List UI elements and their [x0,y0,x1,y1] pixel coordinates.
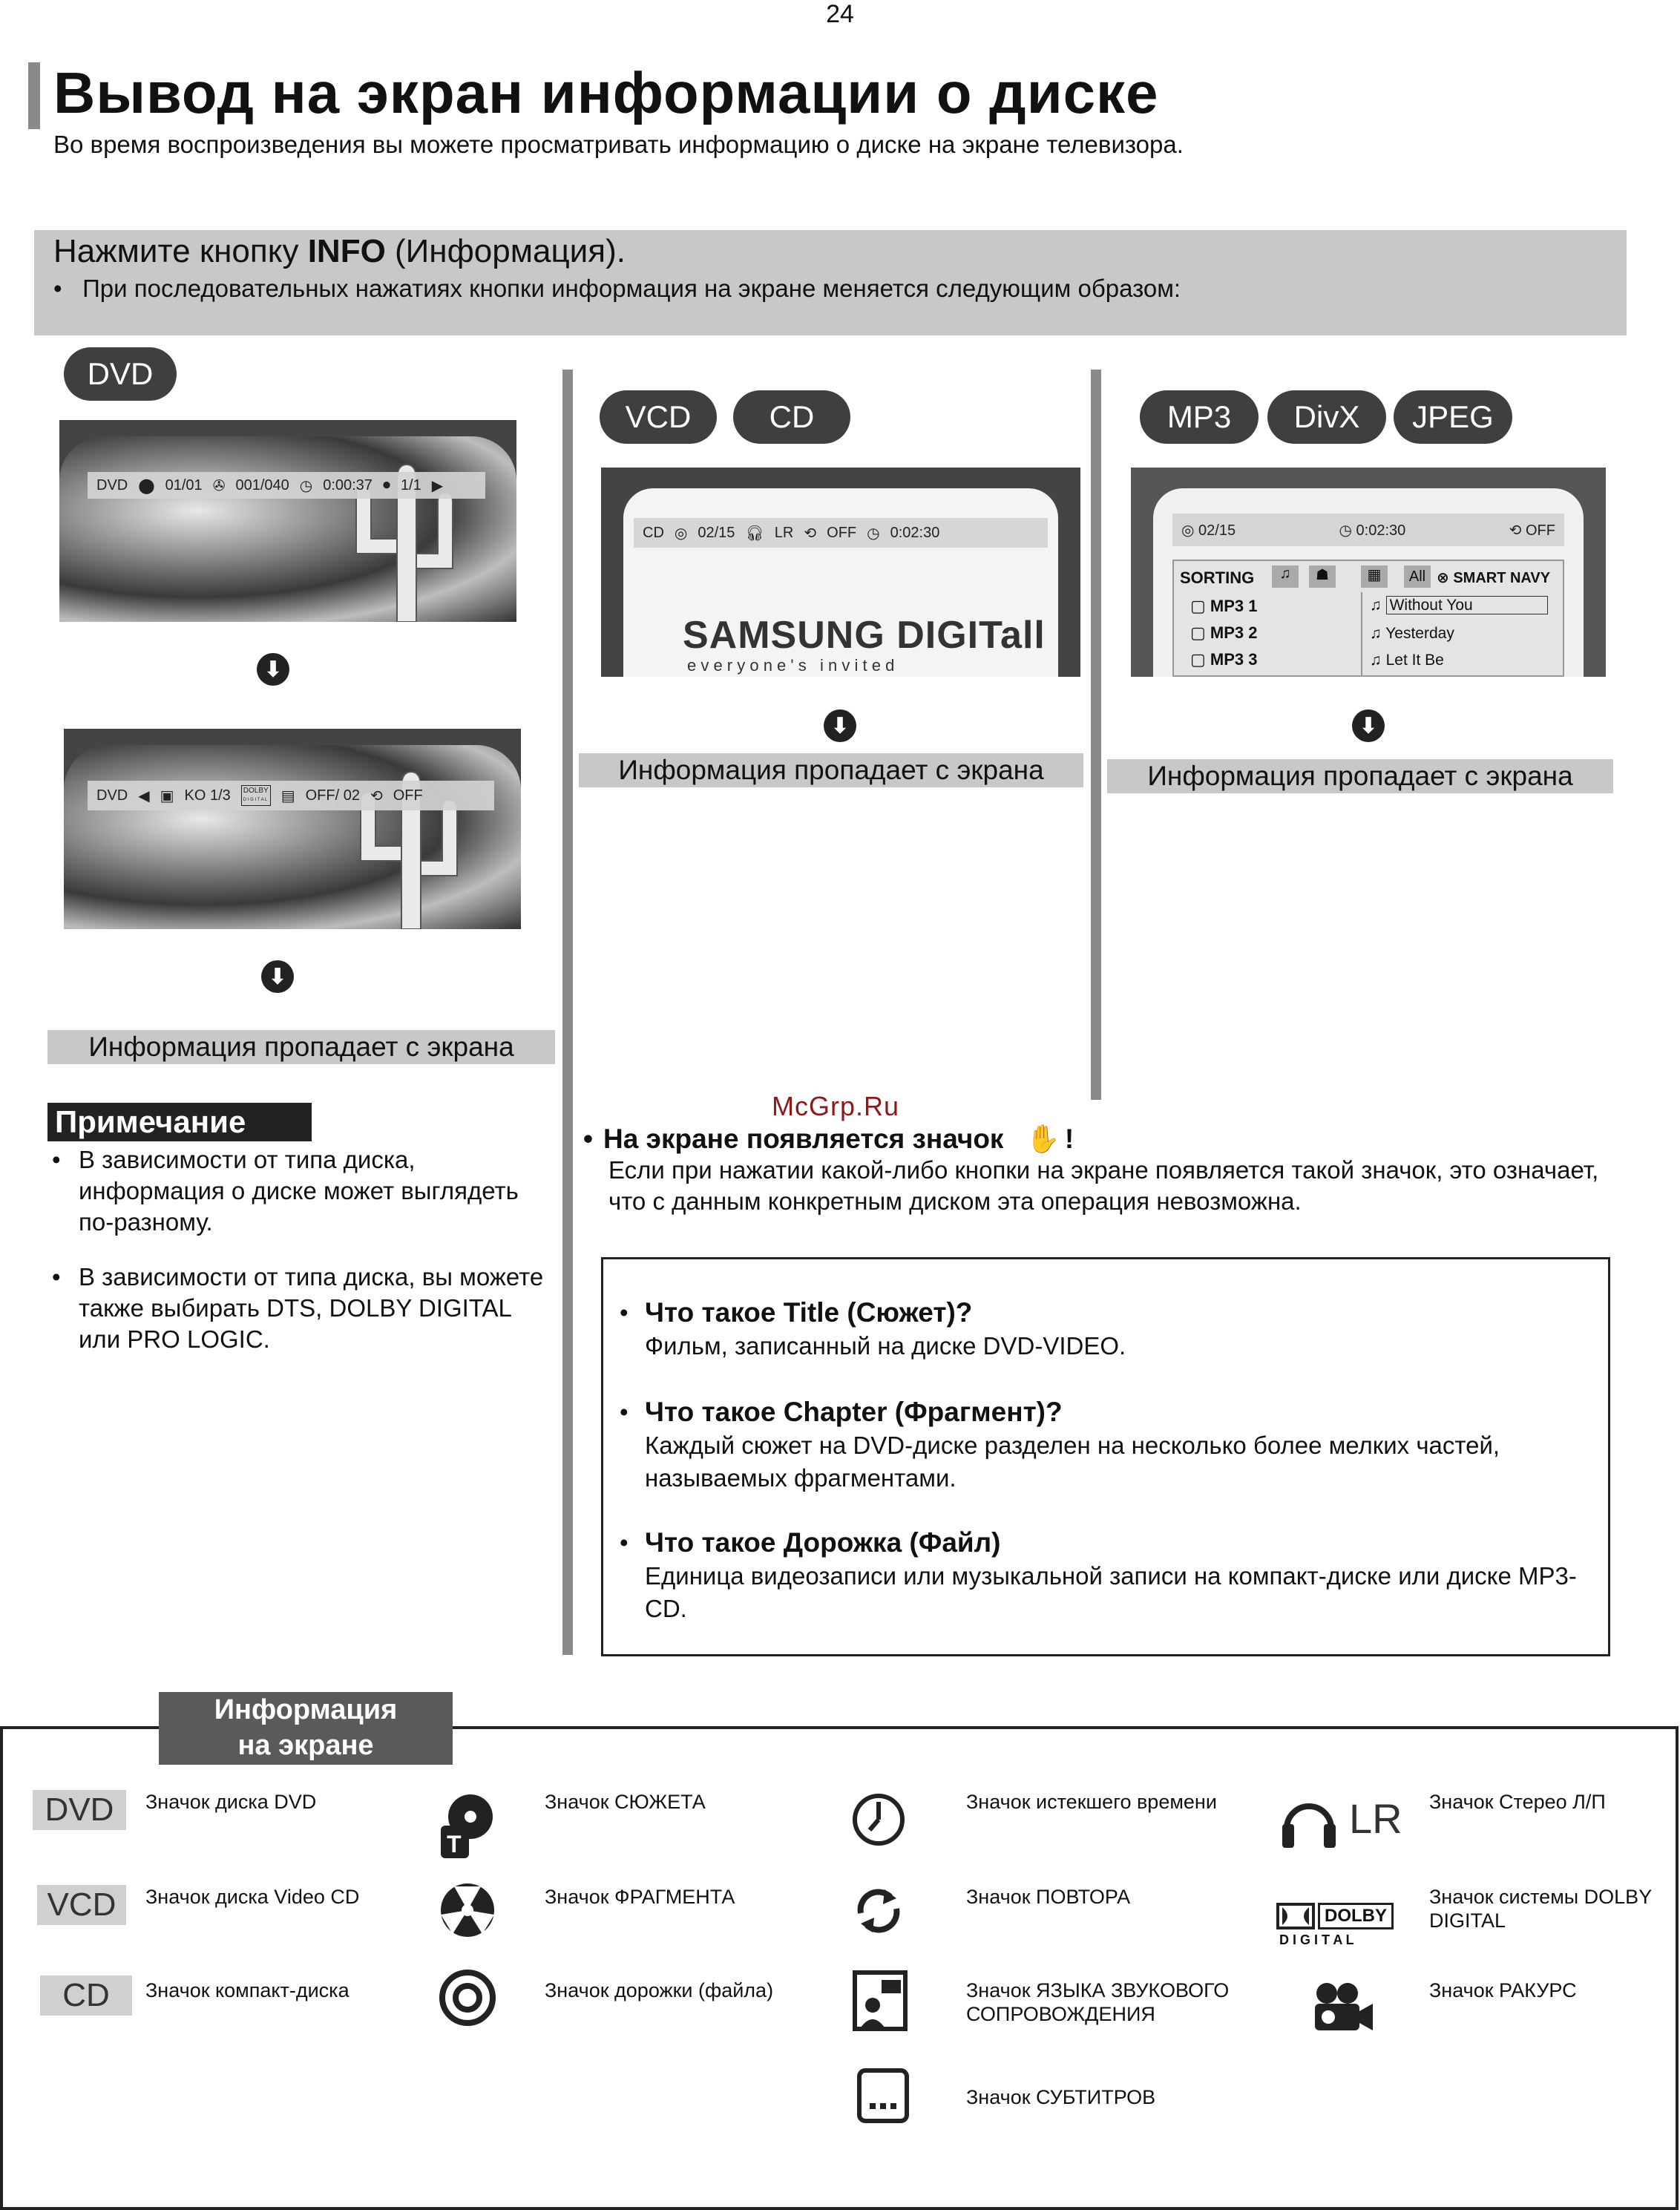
hand-note: • На экране появляется значок ✋ ! Если при нажатии какой-либо кнопки на экране появляется такой значок, это означает, что с данным конкретным диском эта операция невозможна. [583,1124,1607,1217]
subtitle-icon: ▤ [280,787,295,804]
vanish-label-dvd: Информация пропадает с экрана [47,1030,555,1064]
track-icon: ◎ [674,525,688,542]
mp3-badge: MP3 [1140,390,1259,444]
legend-heading: Информация на экране [159,1692,453,1765]
sorting-label: SORTING [1180,568,1255,587]
legend-dvd-label: Значок диска DVD [145,1791,317,1813]
repeat-icon: ⟲ [370,787,383,804]
definition-item: • Что такое Дорожка (Файл) Единица видеозаписи или музыкальной записи на компакт-диске или диске MP3-CD. [620,1527,1577,1622]
song-item-selected[interactable]: ♫ Without You [1370,597,1548,614]
film-sort-icon[interactable]: ▦ [1361,565,1388,588]
dvd-osd-bar-1: DVD ⬤ 01/01 ✇ 001/040 ◷ 0:00:37 ⏺ 1/1 ▶ [88,472,485,499]
time-icon: ◷ [867,525,880,542]
legend-cd-label: Значок компакт-диска [145,1979,350,2001]
column-divider-1 [562,370,573,1655]
note-item: • В зависимости от типа диска, вы можете также выбирать DTS, DOLBY DIGITAL или PRO LOGIC. [52,1263,544,1353]
lr-label: LR [1349,1795,1402,1842]
angle-camera-icon [1312,1980,1374,2035]
definition-item: • Что такое Title (Сюжет)? Фильм, записанный на диске DVD-VIDEO. [620,1297,1126,1360]
repeat-icon [849,1881,908,1940]
next-arrow-icon: ▶ [431,477,444,494]
legend-chapter-label: Значок ФРАГМЕНТА [545,1886,735,1908]
vanish-label-cd: Информация пропадает с экрана [579,753,1083,787]
legend-subtitle-label: Значок СУБТИТРОВ [966,2086,1156,2108]
dvd-badge: DVD [64,347,177,401]
svg-text:T: T [447,1831,462,1857]
angle-icon: ⏺ [382,476,390,494]
track-icon [438,1968,497,2027]
chapter-icon: ✇ [212,477,226,494]
repeat-icon: ⟲ [804,525,817,542]
time-icon: ◷ [299,477,313,494]
mp3-osd-bar: ◎ 02/15 ◷ 0:02:30 ⟲ OFF [1172,514,1564,546]
all-sort-button[interactable]: All [1404,565,1431,588]
audio-language-icon: ▣ [160,787,174,804]
down-arrow-icon: ⬇ [824,709,856,742]
column-divider-2 [1091,370,1101,1100]
legend-audio-label: Значок ЯЗЫКА ЗВУКОВОГО СОПРОВОЖДЕНИЯ [966,1979,1230,2025]
definitions-box [601,1257,1610,1656]
definition-item: • Что такое Chapter (Фрагмент)? Каждый сюжет на DVD-диске разделен на несколько более мелких частей, называемых фрагментами. [620,1397,1500,1492]
music-sort-icon[interactable]: ♫ [1272,565,1299,588]
dvd-screen-1 [59,420,516,622]
legend-angle-label: Значок РАКУРС [1429,1979,1577,2001]
prev-arrow-icon: ◀ [138,787,150,804]
folder-item[interactable]: ▢ MP3 2 [1190,623,1258,642]
folder-item[interactable]: ▢ MP3 3 [1190,650,1258,669]
legend-vcd-label: Значок диска Video CD [145,1886,360,1908]
dolby-digital-logo: DOLBY D I G I T A L [1275,1900,1397,1949]
cd-badge: CD [733,390,850,444]
instruction-note: • При последовательных нажатиях кнопки информация на экране меняется следующим образом: [53,275,1181,302]
samsung-slogan: e v e r y o n e ' s i n v i t e d [687,656,895,675]
page-subtitle: Во время воспроизведения вы можете просматривать информацию о диске на экране телевизора. [53,131,1184,158]
down-arrow-icon: ⬇ [1352,709,1385,742]
legend-repeat-label: Значок ПОВТОРА [966,1886,1131,1908]
watermark: McGrp.Ru [772,1091,900,1121]
legend-dolby-label: Значок системы DOLBY DIGITAL [1429,1886,1652,1932]
hand-note-text: Если при нажатии какой-либо кнопки на экране появляется такой значок, это означает, что с данным конкретным диском эта операция невозможна. [608,1156,1599,1215]
vcd-badge: VCD [600,390,717,444]
samsung-logo: SAMSUNG DIGITall [683,614,1046,657]
song-item[interactable]: ♫ Yesterday [1370,625,1454,642]
title-icon: ⬤ [138,477,155,494]
cd-tag: CD [40,1975,132,2016]
headphones-icon [1279,1791,1339,1851]
jpeg-badge: JPEG [1394,390,1512,444]
song-item[interactable]: ♫ Let It Be [1370,652,1444,669]
subtitle-icon [856,2068,910,2124]
chapter-icon [438,1881,497,1940]
time-icon: ◷ [1339,522,1352,539]
folder-item[interactable]: ▢ MP3 1 [1190,597,1258,615]
clock-icon [849,1788,908,1848]
dvd-tag: DVD [33,1790,126,1830]
person-sort-icon[interactable]: ☗ [1309,565,1336,588]
down-arrow-icon: ⬇ [257,653,289,686]
repeat-icon: ⟲ [1509,522,1522,539]
vcd-tag: VCD [37,1885,126,1925]
legend-track-label: Значок дорожки (файла) [545,1979,774,2001]
divx-badge: DivX [1267,390,1386,444]
mp3-browser [1172,560,1564,677]
note-heading: Примечание [47,1103,312,1141]
mp3-screen [1131,468,1606,677]
cd-screen [601,468,1080,677]
down-arrow-icon: ⬇ [261,960,294,993]
title-accent-bar [28,62,40,129]
legend-time-label: Значок истекшего времени [966,1791,1217,1813]
cd-osd-bar: CD ◎ 02/15 🎧︎ LR ⟲ OFF ◷ 0:02:30 [634,518,1048,548]
track-icon: ◎ [1181,522,1195,539]
note-item: • В зависимости от типа диска, информация о диске может выглядеть по-разному. [52,1146,519,1236]
vanish-label-mp3: Информация пропадает с экрана [1107,759,1613,793]
info-key: INFO [307,233,386,269]
hand-icon: ✋ [1026,1124,1060,1154]
page-number: 24 [826,0,854,28]
instruction-line: Нажмите кнопку INFO (Информация). [53,233,626,269]
headphones-icon: 🎧︎ [745,525,764,542]
smart-navy-label: ⊗ SMART NAVY [1437,570,1551,586]
dvd-screen-2 [64,729,521,929]
legend-title-label: Значок СЮЖЕТА [545,1791,706,1813]
dvd-osd-bar-2: DVD ◀ ▣ KO 1/3 DOLBY D I G I T A L ▤ OFF/ 02 ⟲ OFF [88,781,494,810]
page-title: Вывод на экран информации о диске [53,60,1159,125]
title-icon [438,1791,497,1863]
audio-language-icon [852,1970,908,2032]
dolby-icon: DOLBY D I G I T A L [241,785,271,806]
legend-stereo-label: Значок Стерео Л/П [1429,1791,1606,1813]
